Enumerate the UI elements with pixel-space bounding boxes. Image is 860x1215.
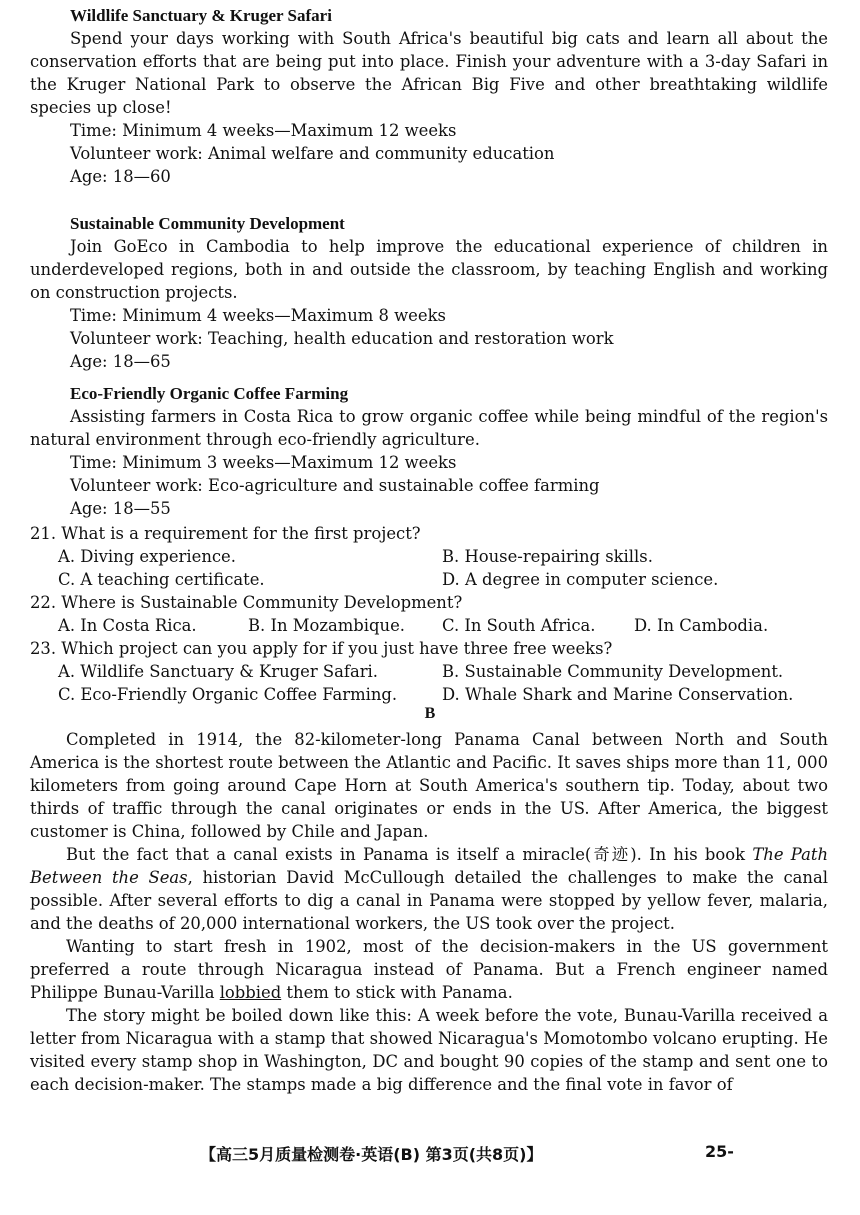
section-b-heading: B bbox=[424, 705, 436, 722]
question-21-option-c[interactable]: C. A teaching certificate. bbox=[58, 570, 265, 589]
project-description: Spend your days working with South Africa's beautiful big cats and learn all about the conservation efforts that are being put into place. Finish your adventure with a 3-day Safari in the Kruger National Park to observe the African Big Five and other breathtaking wildlife species up close! bbox=[30, 29, 828, 117]
footer-label: 【高三5月质量检测卷·英语(B) 第3页(共8页)】 bbox=[200, 1145, 543, 1164]
paragraph-2-text-a: But the fact that a canal exists in Panama is itself a miracle(奇迹). In his book bbox=[66, 845, 753, 864]
question-22-option-b[interactable]: B. In Mozambique. bbox=[248, 616, 405, 635]
project-time: Time: Minimum 4 weeks—Maximum 12 weeks bbox=[70, 121, 457, 140]
question-22-option-a[interactable]: A. In Costa Rica. bbox=[58, 616, 197, 635]
project-age: Age: 18—65 bbox=[70, 352, 171, 371]
project-title: Wildlife Sanctuary & Kruger Safari bbox=[70, 6, 332, 25]
paragraph-3-text-a: Wanting to start fresh in 1902, most of the decision-makers in the US government preferred a route through Nicaragua instead of Panama. But a French engineer named Philippe Bunau-Varilla bbox=[30, 937, 828, 1002]
question-block bbox=[30, 522, 828, 712]
project-work: Volunteer work: Animal welfare and community education bbox=[70, 144, 555, 163]
question-22-stem: 22. Where is Sustainable Community Development? bbox=[30, 593, 463, 612]
question-22-option-d[interactable]: D. In Cambodia. bbox=[634, 616, 769, 635]
question-23-option-c[interactable]: C. Eco-Friendly Organic Coffee Farming. bbox=[58, 685, 398, 704]
project-title: Sustainable Community Development bbox=[70, 214, 345, 233]
project-work: Volunteer work: Eco-agriculture and sustainable coffee farming bbox=[70, 476, 600, 495]
passage-paragraph-2 bbox=[30, 843, 828, 935]
project-title: Eco-Friendly Organic Coffee Farming bbox=[70, 384, 349, 403]
question-22-option-c[interactable]: C. In South Africa. bbox=[442, 616, 596, 635]
passage-paragraph-1: Completed in 1914, the 82-kilometer-long Panama Canal between North and South America is the shortest route between the Atlantic and Pacific. It saves ships more than 11, 000 kilometers from going around Cape Horn at South America's southern tip. Today, about two thirds of traffic through the canal originates or ends in the US. After America, the biggest customer is China, followed by Chile and Japan. bbox=[30, 730, 828, 841]
question-23-stem: 23. Which project can you apply for if you just have three free weeks? bbox=[30, 639, 613, 658]
passage-b bbox=[30, 728, 828, 1096]
project-time: Time: Minimum 3 weeks—Maximum 12 weeks bbox=[70, 453, 457, 472]
question-23-option-d[interactable]: D. Whale Shark and Marine Conservation. bbox=[442, 685, 794, 704]
project-time: Time: Minimum 4 weeks—Maximum 8 weeks bbox=[70, 306, 446, 325]
passage-paragraph-3 bbox=[30, 935, 828, 1004]
project-wildlife bbox=[30, 4, 828, 188]
question-21-stem: 21. What is a requirement for the first project? bbox=[30, 524, 421, 543]
paragraph-2-text-b: , historian David McCullough detailed the challenges to make the canal possible. After several efforts to dig a canal in Panama were stopped by yellow fever, malaria, and the deaths of 20,000 international workers, the US took over the project. bbox=[30, 868, 828, 933]
passage-paragraph-4: The story might be boiled down like this: A week before the vote, Bunau-Varilla received a letter from Nicaragua with a stamp that showed Nicaragua's Momotombo volcano erupting. He visited every stamp shop in Washington, DC and bought 90 copies of the stamp and sent one to each decision-maker. The stamps made a big difference and the final vote in favor of bbox=[30, 1006, 828, 1094]
question-21-option-a[interactable]: A. Diving experience. bbox=[58, 547, 236, 566]
book-title: The Path Between the Seas bbox=[30, 845, 829, 887]
project-age: Age: 18—60 bbox=[70, 167, 171, 186]
page-footer bbox=[200, 1142, 760, 1165]
project-description: Assisting farmers in Costa Rica to grow organic coffee while being mindful of the region's natural environment through eco-friendly agriculture. bbox=[30, 407, 828, 449]
question-23-option-a[interactable]: A. Wildlife Sanctuary & Kruger Safari. bbox=[58, 662, 379, 681]
question-21-option-d[interactable]: D. A degree in computer science. bbox=[442, 570, 719, 589]
question-23-option-b[interactable]: B. Sustainable Community Development. bbox=[442, 662, 784, 681]
project-coffee bbox=[30, 382, 828, 520]
underlined-word: lobbied bbox=[219, 983, 282, 1002]
project-community bbox=[30, 212, 828, 373]
question-21-option-b[interactable]: B. House-repairing skills. bbox=[442, 547, 653, 566]
project-work: Volunteer work: Teaching, health education and restoration work bbox=[70, 329, 614, 348]
project-description: Join GoEco in Cambodia to help improve the educational experience of children in underdeveloped regions, both in and outside the classroom, by teaching English and working on construction projects. bbox=[30, 237, 828, 302]
footer-code: 25- bbox=[705, 1142, 734, 1161]
project-age: Age: 18—55 bbox=[70, 499, 171, 518]
paragraph-3-text-b: them to stick with Panama. bbox=[281, 983, 513, 1002]
